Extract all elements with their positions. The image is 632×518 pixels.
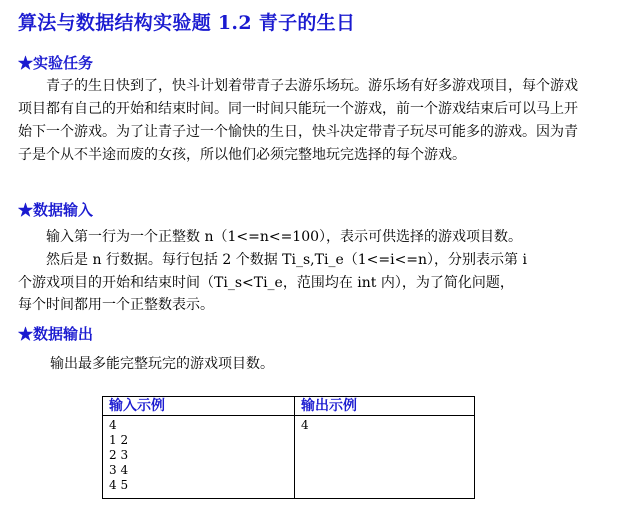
sample-input-line: 1 2	[109, 433, 129, 447]
output-line-1: 输出最多能完整玩完的游戏项目数。	[50, 356, 274, 372]
section-heading-task: ★实验任务	[18, 54, 94, 72]
section-heading-output: ★数据输出	[18, 325, 94, 343]
sample-output-line: 4	[301, 418, 309, 432]
input-line-2: 然后是 n 行数据。每行包括 2 个数据 Ti_s,Ti_e（1<=i<=n），分别表示第 i	[46, 252, 527, 268]
sample-output-header: 输出示例	[295, 397, 475, 416]
sample-input-line: 4	[109, 418, 117, 432]
page-title: 算法与数据结构实验题 1.2 青子的生日	[18, 12, 356, 34]
sample-input-line: 2 3	[109, 448, 129, 462]
sample-io-table	[102, 396, 475, 499]
sample-input-header: 输入示例	[103, 397, 295, 416]
sample-input-line: 4 5	[109, 478, 129, 492]
section-heading-input: ★数据输入	[18, 201, 94, 219]
input-line-3: 个游戏项目的开始和结束时间（Ti_s<Ti_e，范围均在 int 内），为了简化问题，	[18, 275, 514, 291]
sample-input-line: 3 4	[109, 463, 129, 477]
input-line-1: 输入第一行为一个正整数 n（1<=n<=100），表示可供选择的游戏项目数。	[46, 229, 523, 245]
sample-input-cell	[103, 416, 295, 499]
input-line-4: 每个时间都用一个正整数表示。	[18, 297, 214, 313]
task-paragraph: 青子的生日快到了，快斗计划着带青子去游乐场玩。游乐场有好多游戏项目，每个游戏项目都有自己的开始和结束时间。同一时间只能玩一个游戏，前一个游戏结束后可以马上开始下一个游戏。为了让青子过一个愉快的生日，快斗决定带青子玩尽可能多的游戏。因为青子是个从不半途而废的女孩，所以他们必须完整地玩完选择的每个游戏。	[18, 78, 578, 163]
sample-output-cell	[295, 416, 475, 499]
